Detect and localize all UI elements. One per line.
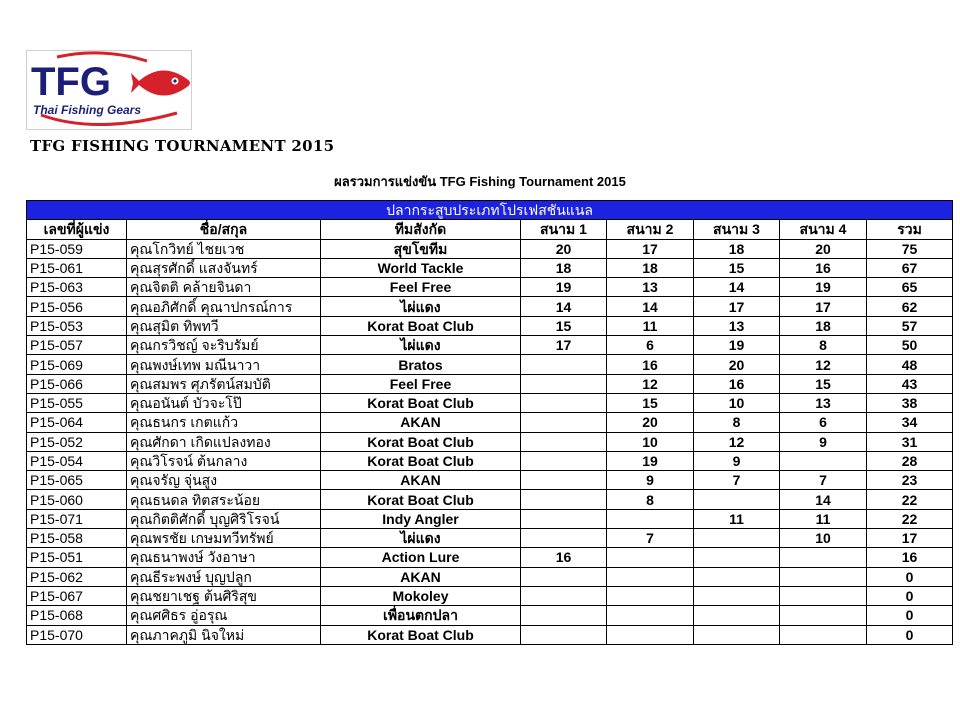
cell-total: 43 xyxy=(867,374,953,393)
cell-s2: 15 xyxy=(607,393,694,412)
cell-s2 xyxy=(607,606,694,625)
header-name: ชื่อ/สกุล xyxy=(127,220,321,239)
cell-s4: 9 xyxy=(780,432,867,451)
cell-name: คุณพงษ์เทพ มณีนาวา xyxy=(127,355,321,374)
cell-team: Mokoley xyxy=(321,586,521,605)
cell-id: P15-070 xyxy=(27,625,127,644)
cell-s2 xyxy=(607,509,694,528)
cell-total: 28 xyxy=(867,451,953,470)
cell-s3: 8 xyxy=(694,413,780,432)
cell-id: P15-063 xyxy=(27,278,127,297)
table-row xyxy=(27,509,953,528)
tfg-logo xyxy=(26,50,192,130)
cell-name: คุณธนกร เกตแก้ว xyxy=(127,413,321,432)
cell-id: P15-067 xyxy=(27,586,127,605)
cell-total: 31 xyxy=(867,432,953,451)
cell-id: P15-053 xyxy=(27,316,127,335)
cell-s2: 11 xyxy=(607,316,694,335)
table-row xyxy=(27,239,953,258)
cell-team: Feel Free xyxy=(321,278,521,297)
cell-team: ไผ่แดง xyxy=(321,336,521,355)
cell-id: P15-061 xyxy=(27,258,127,277)
table-row xyxy=(27,413,953,432)
cell-name: คุณศศิธร อู่อรุณ xyxy=(127,606,321,625)
table-row xyxy=(27,355,953,374)
cell-name: คุณธนดล ทิตสระน้อย xyxy=(127,490,321,509)
cell-s4: 19 xyxy=(780,278,867,297)
cell-s4: 7 xyxy=(780,471,867,490)
table-row xyxy=(27,316,953,335)
header-s3: สนาม 3 xyxy=(694,220,780,239)
cell-name: คุณศักดา เกิดแปลงทอง xyxy=(127,432,321,451)
fish-logo-icon xyxy=(27,51,193,131)
cell-id: P15-068 xyxy=(27,606,127,625)
cell-s3 xyxy=(694,529,780,548)
cell-total: 0 xyxy=(867,567,953,586)
cell-s1 xyxy=(521,451,607,470)
logo-letters: TFG xyxy=(31,60,111,104)
table-row xyxy=(27,374,953,393)
cell-team: Korat Boat Club xyxy=(321,393,521,412)
results-body xyxy=(27,239,953,644)
table-row xyxy=(27,567,953,586)
cell-total: 50 xyxy=(867,336,953,355)
cell-total: 22 xyxy=(867,509,953,528)
cell-total: 0 xyxy=(867,625,953,644)
category-banner: ปลากระสูบประเภทโปรเฟสชันแนล xyxy=(27,201,953,220)
cell-name: คุณชยาเชฐ ต้นศิริสุข xyxy=(127,586,321,605)
table-row xyxy=(27,586,953,605)
cell-s1 xyxy=(521,432,607,451)
cell-id: P15-059 xyxy=(27,239,127,258)
table-row xyxy=(27,432,953,451)
cell-id: P15-055 xyxy=(27,393,127,412)
cell-s1 xyxy=(521,586,607,605)
cell-id: P15-069 xyxy=(27,355,127,374)
table-row xyxy=(27,451,953,470)
cell-s2 xyxy=(607,548,694,567)
cell-team: Action Lure xyxy=(321,548,521,567)
cell-team: Korat Boat Club xyxy=(321,451,521,470)
cell-s3: 12 xyxy=(694,432,780,451)
cell-s3 xyxy=(694,606,780,625)
cell-s3: 17 xyxy=(694,297,780,316)
cell-id: P15-051 xyxy=(27,548,127,567)
cell-name: คุณสุรศักดิ์ แสงจันทร์ xyxy=(127,258,321,277)
cell-total: 62 xyxy=(867,297,953,316)
cell-s4: 16 xyxy=(780,258,867,277)
cell-s2: 20 xyxy=(607,413,694,432)
cell-s4: 6 xyxy=(780,413,867,432)
cell-total: 22 xyxy=(867,490,953,509)
table-row xyxy=(27,548,953,567)
header-row xyxy=(27,220,953,239)
cell-name: คุณวิโรจน์ ต้นกลาง xyxy=(127,451,321,470)
cell-s2: 9 xyxy=(607,471,694,490)
cell-id: P15-057 xyxy=(27,336,127,355)
cell-s2: 13 xyxy=(607,278,694,297)
cell-name: คุณอนันต์ บัวจะโป๊ xyxy=(127,393,321,412)
cell-s3: 7 xyxy=(694,471,780,490)
cell-total: 48 xyxy=(867,355,953,374)
cell-s1 xyxy=(521,490,607,509)
cell-s1: 16 xyxy=(521,548,607,567)
cell-s4: 14 xyxy=(780,490,867,509)
cell-s4 xyxy=(780,451,867,470)
cell-total: 17 xyxy=(867,529,953,548)
cell-id: P15-056 xyxy=(27,297,127,316)
cell-name: คุณพรชัย เกษมทวีทรัพย์ xyxy=(127,529,321,548)
cell-s1 xyxy=(521,509,607,528)
cell-s2 xyxy=(607,586,694,605)
cell-s1: 19 xyxy=(521,278,607,297)
table-row xyxy=(27,625,953,644)
header-s4: สนาม 4 xyxy=(780,220,867,239)
cell-name: คุณกิตติศักดิ์ บุญศิริโรจน์ xyxy=(127,509,321,528)
cell-s4 xyxy=(780,586,867,605)
cell-s2: 7 xyxy=(607,529,694,548)
cell-s1 xyxy=(521,471,607,490)
cell-name: คุณสุมิต ทิพทวี xyxy=(127,316,321,335)
cell-s4: 13 xyxy=(780,393,867,412)
cell-team: ไผ่แดง xyxy=(321,529,521,548)
cell-s2: 10 xyxy=(607,432,694,451)
cell-s3: 10 xyxy=(694,393,780,412)
cell-total: 0 xyxy=(867,606,953,625)
cell-s4: 20 xyxy=(780,239,867,258)
cell-total: 34 xyxy=(867,413,953,432)
cell-s3 xyxy=(694,548,780,567)
table-row xyxy=(27,297,953,316)
cell-s3: 14 xyxy=(694,278,780,297)
cell-id: P15-060 xyxy=(27,490,127,509)
cell-s3: 11 xyxy=(694,509,780,528)
cell-s3: 20 xyxy=(694,355,780,374)
cell-team: Bratos xyxy=(321,355,521,374)
cell-team: ไผ่แดง xyxy=(321,297,521,316)
header-s1: สนาม 1 xyxy=(521,220,607,239)
cell-s2: 14 xyxy=(607,297,694,316)
cell-s4 xyxy=(780,606,867,625)
cell-s1: 14 xyxy=(521,297,607,316)
cell-total: 67 xyxy=(867,258,953,277)
cell-id: P15-052 xyxy=(27,432,127,451)
cell-name: คุณกรวิชญ์ จะริบรัมย์ xyxy=(127,336,321,355)
cell-s1 xyxy=(521,529,607,548)
cell-s4 xyxy=(780,625,867,644)
cell-s1: 20 xyxy=(521,239,607,258)
cell-s3: 19 xyxy=(694,336,780,355)
cell-team: สุขโขทีม xyxy=(321,239,521,258)
cell-team: Korat Boat Club xyxy=(321,432,521,451)
cell-s1 xyxy=(521,625,607,644)
cell-s3 xyxy=(694,625,780,644)
cell-s4: 15 xyxy=(780,374,867,393)
cell-team: World Tackle xyxy=(321,258,521,277)
cell-name: คุณอภิศักดิ์ คุณาปกรณ์การ xyxy=(127,297,321,316)
cell-total: 65 xyxy=(867,278,953,297)
cell-s2 xyxy=(607,625,694,644)
cell-s1 xyxy=(521,606,607,625)
cell-s3: 13 xyxy=(694,316,780,335)
cell-s2: 12 xyxy=(607,374,694,393)
cell-total: 16 xyxy=(867,548,953,567)
cell-name: คุณสมพร ศุภรัตน์สมบัติ xyxy=(127,374,321,393)
table-row xyxy=(27,336,953,355)
header-id: เลขที่ผู้แข่ง xyxy=(27,220,127,239)
cell-name: คุณธนาพงษ์ วังอาษา xyxy=(127,548,321,567)
header-team: ทีมสังกัด xyxy=(321,220,521,239)
cell-id: P15-064 xyxy=(27,413,127,432)
cell-s1 xyxy=(521,355,607,374)
cell-team: AKAN xyxy=(321,413,521,432)
cell-s4: 18 xyxy=(780,316,867,335)
cell-s2: 6 xyxy=(607,336,694,355)
cell-s4: 12 xyxy=(780,355,867,374)
cell-s4: 11 xyxy=(780,509,867,528)
cell-s4: 17 xyxy=(780,297,867,316)
cell-s4 xyxy=(780,548,867,567)
cell-id: P15-062 xyxy=(27,567,127,586)
table-row xyxy=(27,471,953,490)
cell-team: Korat Boat Club xyxy=(321,316,521,335)
table-row xyxy=(27,393,953,412)
cell-team: Feel Free xyxy=(321,374,521,393)
cell-team: เพื่อนตกปลา xyxy=(321,606,521,625)
cell-s3 xyxy=(694,567,780,586)
table-row xyxy=(27,529,953,548)
cell-s1 xyxy=(521,413,607,432)
cell-s3: 9 xyxy=(694,451,780,470)
cell-s4: 8 xyxy=(780,336,867,355)
cell-s1 xyxy=(521,374,607,393)
cell-s2: 19 xyxy=(607,451,694,470)
header-total: รวม xyxy=(867,220,953,239)
cell-s3: 16 xyxy=(694,374,780,393)
results-title: ผลรวมการแข่งขัน TFG Fishing Tournament 2015 xyxy=(334,174,626,189)
cell-s1 xyxy=(521,567,607,586)
cell-name: คุณจรัญ จุ่นสูง xyxy=(127,471,321,490)
cell-team: Korat Boat Club xyxy=(321,490,521,509)
cell-team: Korat Boat Club xyxy=(321,625,521,644)
cell-name: คุณจิตติ คล้ายจินดา xyxy=(127,278,321,297)
document-title: TFG FISHING TOURNAMENT 2015 xyxy=(30,137,335,155)
cell-s2: 17 xyxy=(607,239,694,258)
cell-s2: 18 xyxy=(607,258,694,277)
cell-total: 38 xyxy=(867,393,953,412)
cell-total: 75 xyxy=(867,239,953,258)
cell-name: คุณภาคภูมิ นิจใหม่ xyxy=(127,625,321,644)
cell-s1: 17 xyxy=(521,336,607,355)
cell-name: คุณโกวิทย์ ไชยเวช xyxy=(127,239,321,258)
cell-s4: 10 xyxy=(780,529,867,548)
cell-s3: 15 xyxy=(694,258,780,277)
cell-id: P15-066 xyxy=(27,374,127,393)
table-row xyxy=(27,606,953,625)
table-row xyxy=(27,490,953,509)
cell-s2: 8 xyxy=(607,490,694,509)
cell-s2: 16 xyxy=(607,355,694,374)
table-row xyxy=(27,278,953,297)
cell-total: 23 xyxy=(867,471,953,490)
cell-id: P15-058 xyxy=(27,529,127,548)
cell-s3: 18 xyxy=(694,239,780,258)
cell-s2 xyxy=(607,567,694,586)
cell-total: 0 xyxy=(867,586,953,605)
cell-id: P15-054 xyxy=(27,451,127,470)
cell-id: P15-065 xyxy=(27,471,127,490)
cell-name: คุณธีระพงษ์ บุญปลูก xyxy=(127,567,321,586)
cell-s1: 18 xyxy=(521,258,607,277)
cell-s1 xyxy=(521,393,607,412)
cell-team: AKAN xyxy=(321,471,521,490)
header-s2: สนาม 2 xyxy=(607,220,694,239)
cell-s3 xyxy=(694,490,780,509)
cell-s4 xyxy=(780,567,867,586)
cell-s1: 15 xyxy=(521,316,607,335)
cell-team: Indy Angler xyxy=(321,509,521,528)
cell-s3 xyxy=(694,586,780,605)
results-table xyxy=(26,200,953,645)
cell-total: 57 xyxy=(867,316,953,335)
logo-tagline: Thai Fishing Gears xyxy=(33,103,142,117)
table-row xyxy=(27,258,953,277)
cell-id: P15-071 xyxy=(27,509,127,528)
cell-team: AKAN xyxy=(321,567,521,586)
